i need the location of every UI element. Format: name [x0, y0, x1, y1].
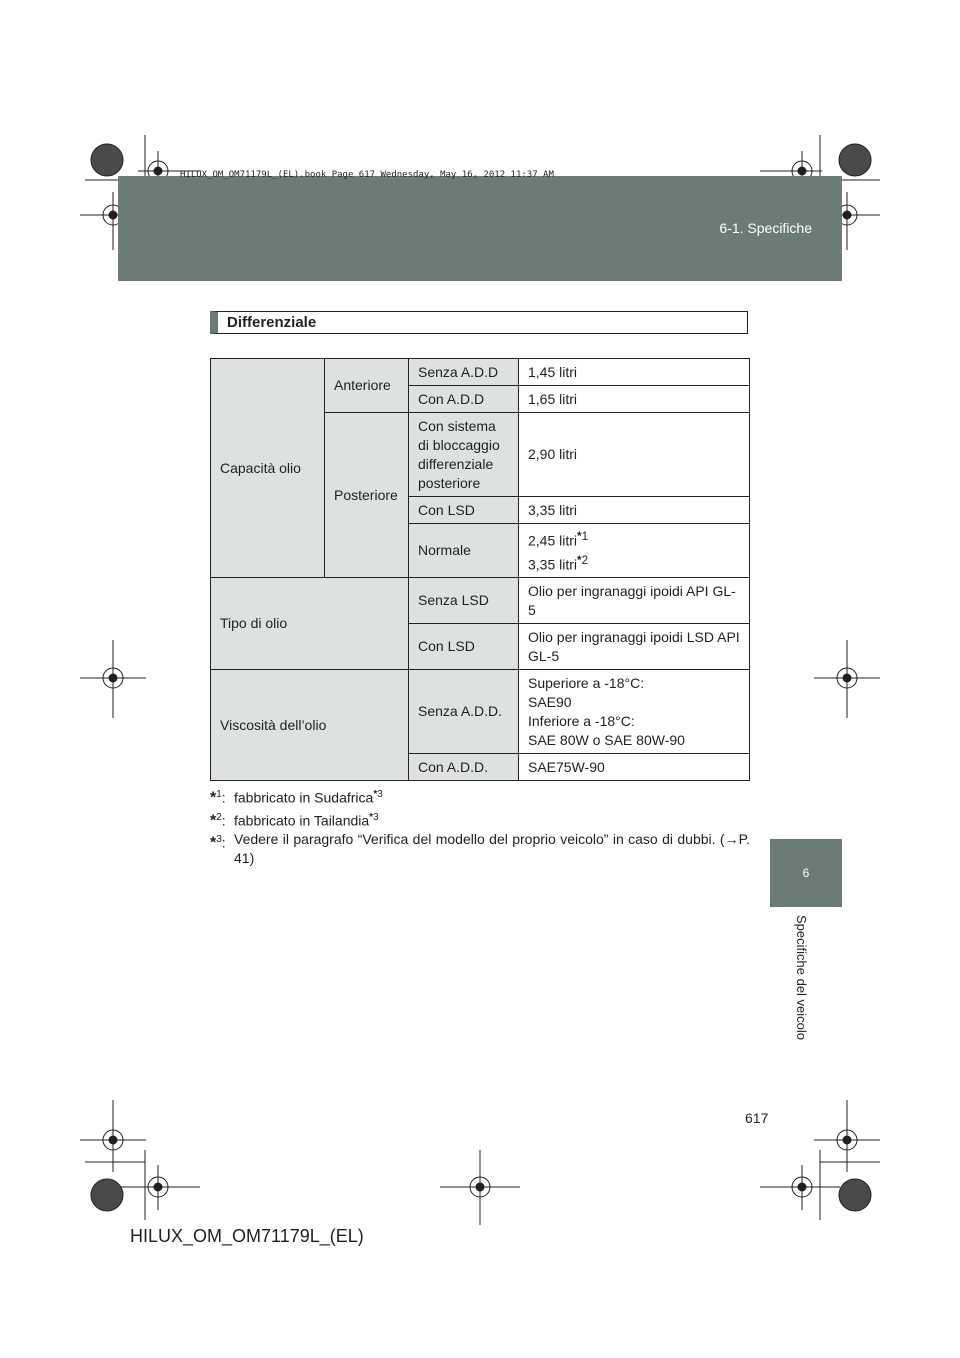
condition-cell: Con A.D.D. — [409, 754, 519, 781]
front-label: Anteriore — [325, 359, 409, 413]
value-cell: Olio per ingranaggi ipoidi LSD API GL-5 — [519, 624, 750, 670]
crosshair-icon — [80, 640, 146, 718]
footnote-text: Vedere il paragrafo “Verifica del modello del proprio veicolo” in caso di dubbi. (→P. 41) — [234, 831, 750, 867]
value-line: 3,35 litri — [528, 556, 578, 573]
condition-cell: Senza LSD — [409, 578, 519, 624]
footnote: *$^3$: Vedere il paragrafo “Verifica del modello del proprio veicolo” in caso di dubbi. (→P. 41) — [210, 831, 750, 867]
footnote: *$^2$: fabbricato in Tailandia$^{*3}$ — [210, 811, 379, 830]
page-number: 617 — [745, 1110, 769, 1126]
condition-cell: Con sistema di bloccaggio differenziale posteriore — [409, 413, 519, 497]
spec-table — [210, 358, 750, 781]
value-line: 2,45 litri — [528, 532, 578, 549]
table-row — [211, 359, 750, 386]
chapter-label: Specifiche del veicolo — [794, 915, 809, 1041]
value-cell: SAE75W-90 — [519, 754, 750, 781]
value-cell: 3,35 litri — [519, 497, 750, 524]
header-band — [118, 176, 842, 281]
value-line: Inferiore a -18°C: — [528, 712, 635, 729]
value-cell — [519, 670, 750, 754]
footnotes — [210, 785, 750, 868]
value-cell: 1,45 litri — [519, 359, 750, 386]
book-info: HILUX_OM_OM71179L_(EL).book Page 617 Wednesday, May 16, 2012 11:37 AM — [180, 170, 554, 180]
value-line: Superiore a -18°C: — [528, 674, 645, 691]
crosshair-icon — [814, 1100, 880, 1172]
crosshair-icon — [814, 640, 880, 718]
crosshair-icon — [760, 1165, 840, 1210]
table-row — [211, 578, 750, 624]
value-cell: 1,65 litri — [519, 386, 750, 413]
chapter-tab: 6 — [770, 839, 842, 907]
condition-cell: Senza A.D.D — [409, 359, 519, 386]
crosshair-icon — [120, 1165, 200, 1210]
footnote-text: fabbricato in Sudafrica — [234, 789, 374, 806]
footnote-ref: 2 — [581, 553, 589, 567]
section-title: Differenziale — [210, 311, 748, 334]
rear-label: Posteriore — [325, 413, 409, 578]
footnote: *$^1$: fabbricato in Sudafrica$^{*3}$ — [210, 789, 383, 807]
condition-cell: Con LSD — [409, 624, 519, 670]
value-line: SAE 80W o SAE 80W-90 — [528, 731, 685, 748]
condition-cell: Con LSD — [409, 497, 519, 524]
value-cell: 2,90 litri — [519, 413, 750, 497]
value-line: SAE90 — [528, 693, 572, 710]
crosshair-icon — [80, 1100, 146, 1172]
condition-cell: Con A.D.D — [409, 386, 519, 413]
footnote-ref: 1 — [581, 530, 589, 543]
crosshair-icon — [440, 1150, 520, 1225]
footnote-text: fabbricato in Tailandia — [234, 812, 370, 829]
table-row — [211, 670, 750, 754]
condition-cell: Senza A.D.D. — [409, 670, 519, 754]
oil-type-label: Tipo di olio — [211, 578, 409, 670]
footer-code: HILUX_OM_OM71179L_(EL) — [130, 1226, 364, 1246]
section-heading: 6-1. Specifiche — [719, 220, 812, 236]
viscosity-label: Viscosità dell’olio — [211, 670, 409, 781]
value-cell: 2,45 litri$^{*1}$ 3,35 litri$^{*2}$ — [519, 524, 750, 578]
condition-cell: Normale — [409, 524, 519, 578]
value-cell: Olio per ingranaggi ipoidi API GL-5 — [519, 578, 750, 624]
capacity-label: Capacità olio — [211, 359, 325, 578]
